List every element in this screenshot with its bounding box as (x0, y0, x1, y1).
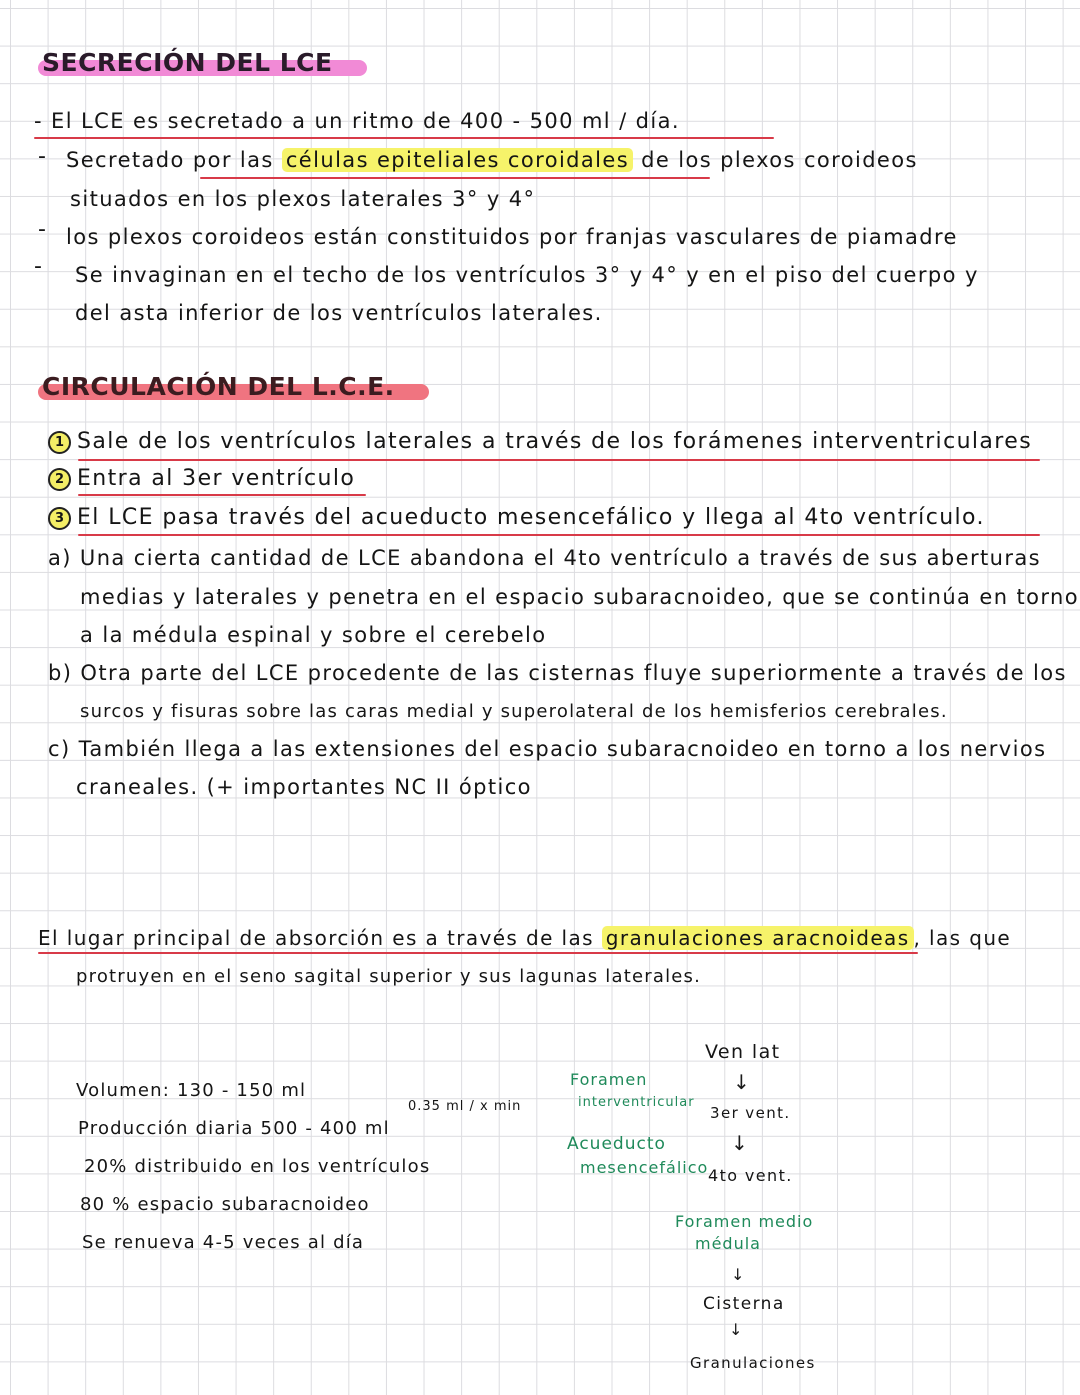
absorcion-line-1 (38, 928, 1011, 948)
flow-note-acueducto: Acueducto (567, 1134, 666, 1154)
down-arrow-icon: ↓ (731, 1265, 745, 1284)
step-text: Entra al 3er ventrículo (77, 466, 356, 491)
bullet-dash: - (38, 144, 48, 169)
flow-granulaciones: Granulaciones (690, 1354, 816, 1372)
step-text: Sale de los ventrículos laterales a través de los forámenes interventriculares (77, 429, 1033, 454)
bullet-dash: - (34, 254, 44, 279)
red-underline (78, 534, 1040, 536)
section-title-circulacion (42, 373, 429, 400)
step-number-3: 3 (48, 507, 71, 530)
absorcion-line-2: protruyen en el seno sagital superior y sus lagunas laterales. (76, 966, 702, 987)
dato-subaracnoideo: 80 % espacio subaracnoideo (80, 1194, 370, 1215)
step-text: El LCE pasa través del acueducto mesencefálico y llega al 4to ventrículo. (77, 505, 985, 530)
red-underline (200, 177, 710, 179)
secrecion-line-1: - El LCE es secretado a un ritmo de 400 - 500 ml / día. (34, 109, 680, 133)
highlight-celulas: células epiteliales coroidales (282, 148, 633, 172)
flow-cisterna: Cisterna (703, 1294, 785, 1314)
flow-note-mesencefalico: mesencefálico (580, 1158, 709, 1177)
text: , las que (913, 926, 1012, 950)
circ-sub-c2: craneales. (+ importantes NC II óptico (76, 775, 532, 799)
red-underline (78, 494, 366, 496)
flow-note-foramen: Foramen (570, 1070, 648, 1089)
flow-note-interventricular: interventricular (578, 1095, 695, 1110)
circ-sub-b1: b) Otra parte del LCE procedente de las cisternas fluye superiormente a través de los (48, 661, 1067, 685)
text: El lugar principal de absorción es a través de las (38, 926, 594, 950)
step-number-1: 1 (48, 431, 71, 454)
circ-step-2 (48, 468, 355, 491)
red-underline (34, 137, 774, 139)
flow-note-foramen-medio: Foramen medio (675, 1212, 814, 1231)
dato-ventriculos: 20% distribuido en los ventrículos (84, 1156, 431, 1177)
dato-renueva: Se renueva 4-5 veces al día (82, 1232, 365, 1253)
text: de los plexos coroideos (641, 148, 918, 172)
title-text: SECRECIÓN DEL LCE (42, 48, 333, 77)
secrecion-line-2 (66, 150, 918, 171)
circ-sub-a2: medias y laterales y penetra en el espacio subaracnoideo, que se continúa en torno (80, 585, 1080, 609)
red-underline (78, 459, 1040, 461)
down-arrow-icon: ↓ (731, 1131, 748, 1155)
down-arrow-icon: ↓ (733, 1070, 750, 1094)
circ-sub-c1: c) También llega a las extensiones del espacio subaracnoideo en torno a los nervios (48, 737, 1047, 761)
section-title-secrecion (42, 49, 367, 76)
circ-sub-a3: a la médula espinal y sobre el cerebelo (80, 623, 547, 647)
text: Secretado por las (66, 148, 274, 172)
circ-step-1 (48, 431, 1032, 454)
secrecion-line-3: situados en los plexos laterales 3° y 4° (70, 187, 536, 211)
dato-produccion: Producción diaria 500 - 400 ml (78, 1118, 390, 1139)
title-text: CIRCULACIÓN DEL L.C.E. (42, 372, 395, 401)
flow-4to-vent: 4to vent. (708, 1166, 793, 1185)
secrecion-line-5: Se invaginan en el techo de los ventrículos 3° y 4° y en el piso del cuerpo y (75, 263, 979, 287)
red-underline (38, 952, 918, 954)
dato-volumen: Volumen: 130 - 150 ml (76, 1080, 307, 1101)
secrecion-line-6: del asta inferior de los ventrículos laterales. (75, 301, 603, 325)
secrecion-line-4: los plexos coroideos están constituidos por franjas vasculares de piamadre (66, 225, 958, 249)
down-arrow-icon: ↓ (729, 1320, 743, 1339)
flow-note-medula: médula (695, 1234, 761, 1253)
circ-sub-b2: surcos y fisuras sobre las caras medial y superolateral de los hemisferios cerebrales. (80, 701, 948, 722)
highlight-granulaciones: granulaciones aracnoideas (602, 926, 914, 950)
flow-ven-lat: Ven lat (705, 1041, 781, 1063)
circ-step-3 (48, 507, 985, 530)
dato-tasa: 0.35 ml / x min (408, 1099, 522, 1114)
flow-3er-vent: 3er vent. (710, 1104, 791, 1122)
circ-sub-a1: a) Una cierta cantidad de LCE abandona el 4to ventrículo a través de sus aberturas (48, 546, 1042, 570)
step-number-2: 2 (48, 468, 71, 491)
bullet-dash: - (38, 217, 48, 242)
